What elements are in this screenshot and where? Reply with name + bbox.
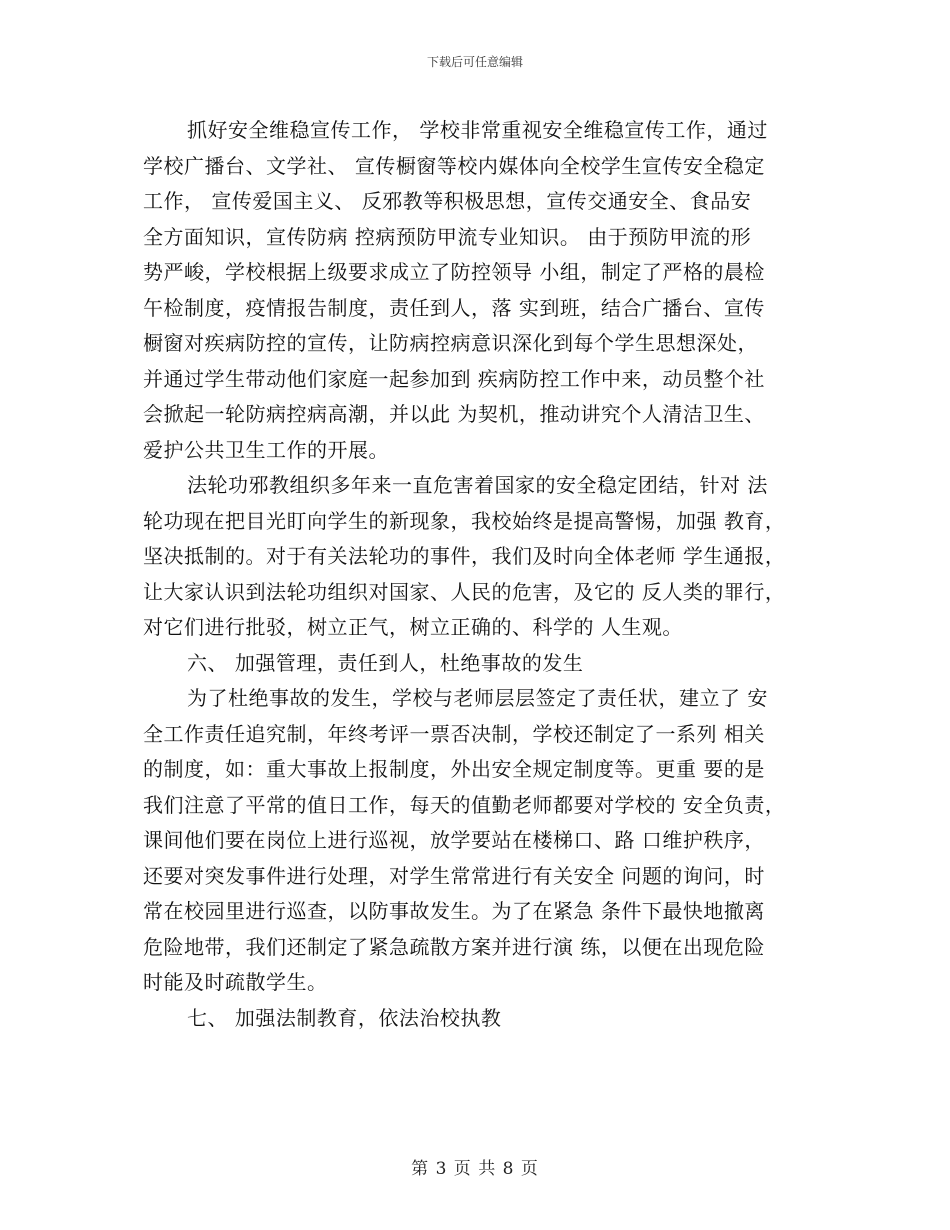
text-line: 常在校园里进行巡查，以防事故发生。为了在紧急 条件下最快地撤离	[143, 899, 765, 923]
document-body	[143, 113, 813, 1036]
text-line: 全工作责任追究制，年终考评一票否决制，学校还制定了一系列 相关	[143, 721, 765, 746]
text-line: 橱窗对疾病防控的宣传，让防病控病意识深化到每个学生思想深处，	[143, 331, 758, 355]
text-line: 我们注意了平常的值日工作，每天的值勤老师都要对学校的 安全负责，	[143, 792, 786, 817]
text-line: 课间他们要在岗位上进行巡视，放学要站在楼梯口、路 口维护秩序，	[143, 828, 765, 852]
text-line: 会掀起一轮防病控病高潮，并以此 为契机，推动讲究个人清洁卫生、	[143, 402, 765, 426]
text-line: 坚决抵制的。对于有关法轮功的事件，我们及时向全体老师 学生通报，	[143, 544, 786, 568]
text-line: 让大家认识到法轮功组织对国家、人民的危害，及它的 反人类的罪行，	[143, 579, 786, 604]
section-heading: 七、 加强法制教育，依法治校执教	[187, 1005, 502, 1030]
text-line: 危险地带，我们还制定了紧急疏散方案并进行演 练，以便在出现危险	[143, 934, 765, 959]
text-line: 为了杜绝事故的发生，学校与老师层层签定了责任状，建立了 安	[187, 686, 768, 710]
page-number: 第 3 页 共 8 页	[411, 1159, 539, 1179]
text-line: 法轮功邪教组织多年来一直危害着国家的安全稳定团结，针对 法	[187, 473, 768, 497]
text-line: 抓好安全维稳宣传工作， 学校非常重视安全维稳宣传工作，通过	[187, 118, 768, 142]
text-line: 工作， 宣传爱国主义、 反邪教等积极思想，宣传交通安全、食品安	[143, 189, 752, 213]
text-line: 对它们进行批驳，树立正气，树立正确的、科学的 人生观。	[143, 615, 683, 639]
text-line: 爱护公共卫生工作的开展。	[143, 437, 389, 462]
text-line: 学校广播台、文学社、 宣传橱窗等校内媒体向全校学生宣传安全稳定	[143, 153, 765, 178]
text-line: 势严峻，学校根据上级要求成立了防控领导 小组，制定了严格的晨检	[143, 260, 765, 284]
text-line: 时能及时疏散学生。	[143, 970, 328, 994]
text-line: 全方面知识，宣传防病 控病预防甲流专业知识。 由于预防甲流的形	[143, 224, 752, 249]
page-header: 下载后可任意编辑	[426, 55, 523, 69]
text-line: 轮功现在把目光盯向学生的新现象，我校始终是提高警惕，加强 教育，	[143, 508, 786, 533]
text-line: 的制度，如：重大事故上报制度，外出安全规定制度等。更重 要的是	[143, 757, 765, 781]
text-line: 午检制度，疫情报告制度，责任到人，落 实到班，结合广播台、宣传	[143, 295, 765, 320]
section-heading: 六、 加强管理，责任到人，杜绝事故的发生	[187, 650, 584, 675]
text-line: 并通过学生带动他们家庭一起参加到 疾病防控工作中来，动员整个社	[143, 366, 765, 391]
text-line: 还要对突发事件进行处理，对学生常常进行有关安全 问题的询问，时	[143, 863, 765, 888]
